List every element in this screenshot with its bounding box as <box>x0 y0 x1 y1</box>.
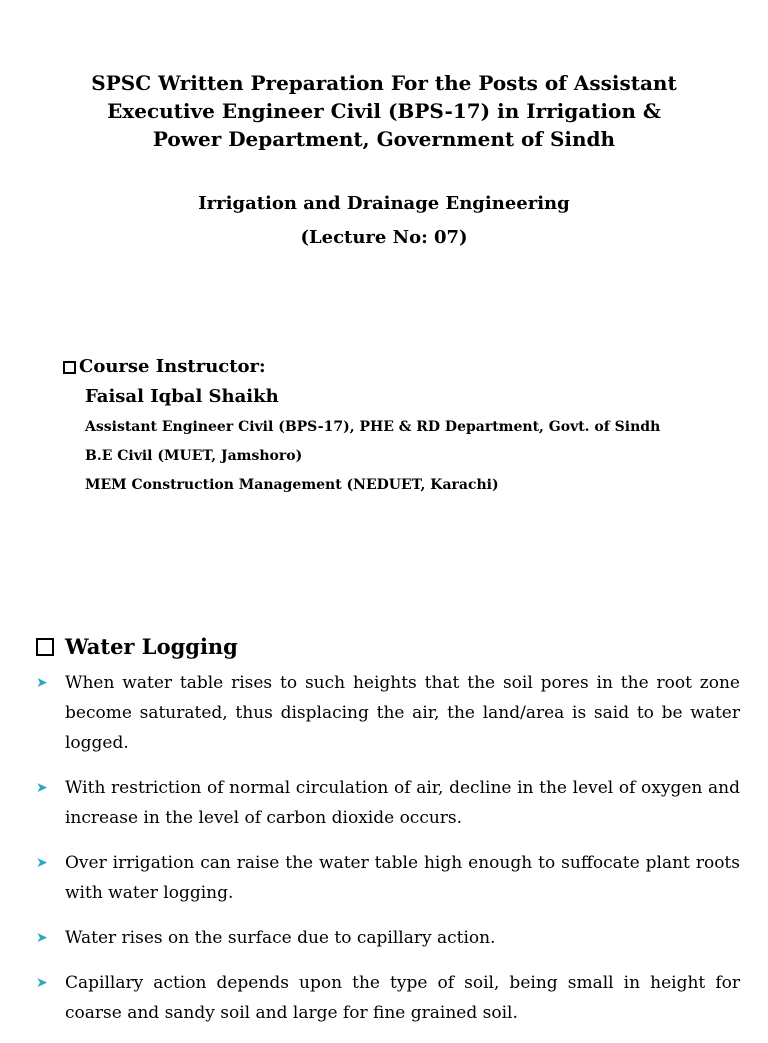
section-heading <box>36 632 238 662</box>
bullet-text: Water rises on the surface due to capillary action. <box>65 928 496 948</box>
list-item <box>36 923 740 953</box>
lecture-subtitle <box>40 187 728 255</box>
title-line-1: SPSC Written Preparation For the Posts of Assistant <box>91 71 677 95</box>
arrow-bullet-icon: ➤ <box>36 675 48 691</box>
bullet-text: When water table rises to such heights that the soil pores in the root zone become saturated, thus displacing the air, the land/area is said to be water logged. <box>65 673 740 753</box>
arrow-bullet-icon: ➤ <box>36 975 48 991</box>
arrow-bullet-icon: ➤ <box>36 930 48 946</box>
instructor-degree: B.E Civil (MUET, Jamshoro) <box>85 448 303 464</box>
list-item <box>36 773 740 833</box>
title-line-3: Power Department, Government of Sindh <box>152 127 616 151</box>
checkbox-bullet-icon <box>63 361 76 374</box>
course-name: Irrigation and Drainage Engineering <box>198 193 570 214</box>
arrow-bullet-icon: ➤ <box>36 780 48 796</box>
bullet-text: Capillary action depends upon the type of soil, being small in height for coarse and sandy soil and large for fine grained soil. <box>65 973 740 1023</box>
arrow-bullet-icon: ➤ <box>36 855 48 871</box>
instructor-heading-label: Course Instructor: <box>79 356 266 377</box>
checkbox-bullet-icon <box>36 638 54 656</box>
list-item <box>36 848 740 908</box>
bullet-text: With restriction of normal circulation of air, decline in the level of oxygen and increase in the level of carbon dioxide occurs. <box>65 778 740 828</box>
content-slide <box>0 576 768 1024</box>
bullet-list <box>36 668 740 1043</box>
page-title <box>40 69 728 153</box>
instructor-name: Faisal Iqbal Shaikh <box>85 386 279 407</box>
list-item <box>36 968 740 1028</box>
instructor-masters: MEM Construction Management (NEDUET, Karachi) <box>85 477 499 493</box>
instructor-block <box>63 353 753 500</box>
instructor-heading <box>63 353 753 381</box>
list-item <box>36 668 740 758</box>
instructor-designation: Assistant Engineer Civil (BPS-17), PHE & RD Department, Govt. of Sindh <box>85 419 661 435</box>
section-heading-label: Water Logging <box>65 634 238 659</box>
bullet-text: Over irrigation can raise the water table high enough to suffocate plant roots with water logging. <box>65 853 740 903</box>
title-line-2: Executive Engineer Civil (BPS-17) in Irrigation & <box>107 99 661 123</box>
lecture-number: (Lecture No: 07) <box>300 227 468 248</box>
